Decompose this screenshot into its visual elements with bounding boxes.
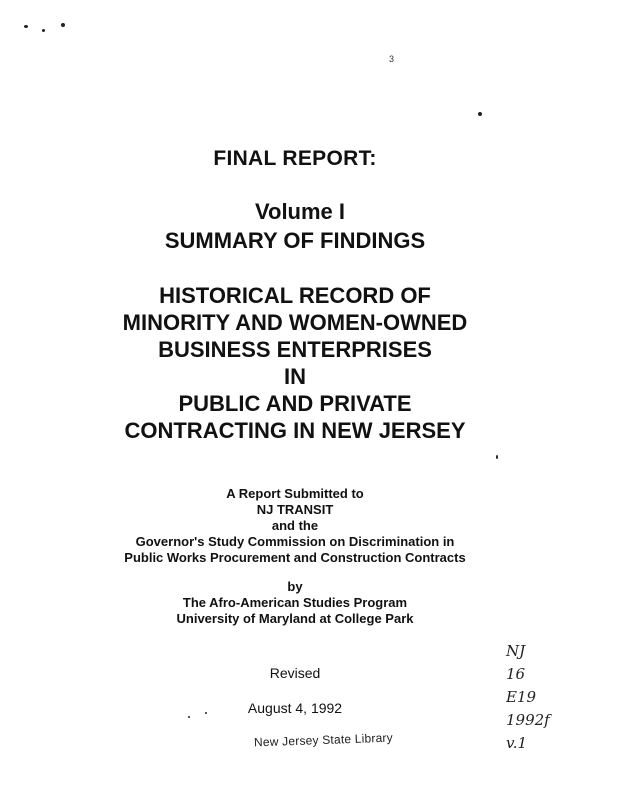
report-label: FINAL REPORT: <box>213 147 377 170</box>
report-date: August 4, 1992 <box>247 700 343 716</box>
scan-speck <box>188 716 190 718</box>
scan-speck <box>24 25 28 28</box>
author-line: University of Maryland at College Park <box>176 611 414 626</box>
call-number-line: v.1 <box>506 734 528 752</box>
title-line: HISTORICAL RECORD OF <box>159 283 431 308</box>
volume-subtitle: SUMMARY OF FINDINGS <box>164 228 426 253</box>
call-number-line: E19 <box>506 688 537 706</box>
submission-info <box>0 486 590 566</box>
author-line: The Afro-American Studies Program <box>182 595 408 610</box>
scan-speck <box>496 455 498 459</box>
call-number-line: NJ <box>506 642 526 660</box>
title-line: IN <box>284 364 306 389</box>
submission-line: A Report Submitted to <box>226 486 364 501</box>
call-number-line: 1992f <box>506 711 550 729</box>
handwritten-call-number <box>506 640 550 755</box>
submission-line: and the <box>271 518 319 533</box>
submission-line: Public Works Procurement and Construction Contracts <box>124 550 466 565</box>
submission-line: NJ TRANSIT <box>256 502 334 517</box>
scan-speck <box>61 23 65 27</box>
title-line: PUBLIC AND PRIVATE <box>178 391 412 416</box>
author-line: by <box>287 579 303 594</box>
call-number-line: 16 <box>506 665 526 683</box>
scan-speck <box>42 29 45 32</box>
report-title <box>0 282 590 444</box>
author-info <box>0 579 590 627</box>
revision-label: Revised <box>269 665 321 681</box>
title-line: MINORITY AND WOMEN-OWNED <box>122 310 468 335</box>
library-stamp: New Jersey State Library <box>253 730 394 750</box>
volume-label: Volume I <box>254 199 346 224</box>
submission-line: Governor's Study Commission on Discrimination in <box>135 534 455 549</box>
scan-speck <box>478 112 482 116</box>
page-number: 3 <box>389 54 395 64</box>
title-line: BUSINESS ENTERPRISES <box>158 337 432 362</box>
title-line: CONTRACTING IN NEW JERSEY <box>124 418 466 443</box>
